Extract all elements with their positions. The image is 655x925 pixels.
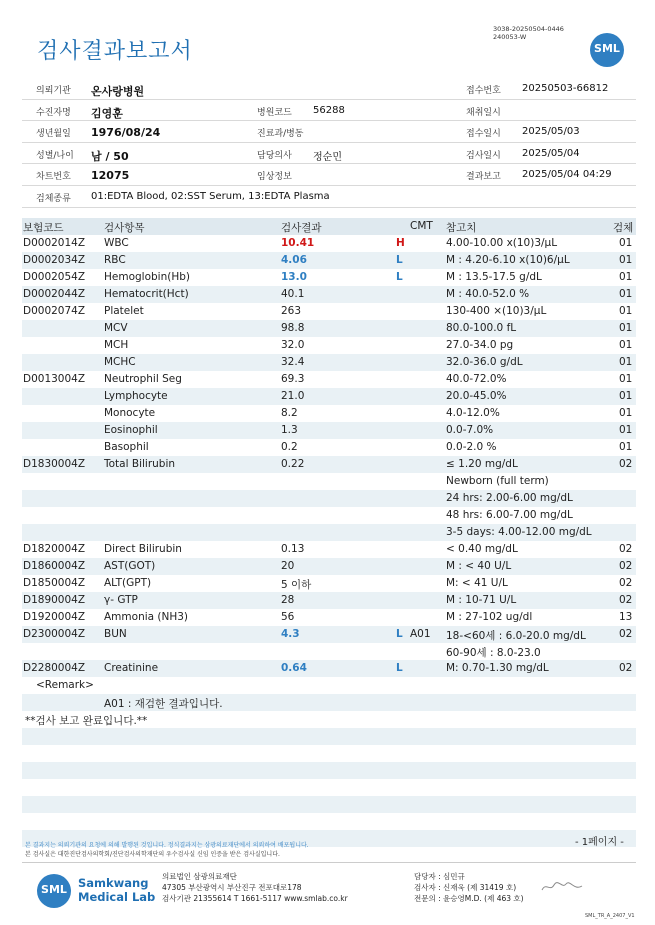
- birth-label: 생년월일: [36, 129, 71, 140]
- row-result: 21.0: [281, 390, 305, 402]
- row-spec: 01: [619, 441, 633, 453]
- birth-value: 1976/08/24: [91, 126, 161, 140]
- row-cmt: A01: [410, 628, 431, 640]
- row-ref: ≤ 1.20 mg/dL: [446, 458, 518, 470]
- table-row: [22, 626, 636, 643]
- row-ref: 18-<60세 : 6.0-20.0 mg/dL: [446, 630, 586, 642]
- row-ref: 130-400 ×(10)3/μL: [446, 305, 547, 317]
- row-item: Ammonia (NH3): [104, 611, 189, 623]
- table-row: [22, 286, 636, 303]
- complete-row: [22, 711, 636, 728]
- clinical-label: 임상정보: [257, 172, 292, 183]
- row-ref: 80.0-100.0 fL: [446, 322, 517, 334]
- table-row: [22, 643, 636, 660]
- patient-value: 김영훈: [91, 106, 123, 120]
- row-item: γ- GTP: [104, 594, 138, 606]
- receipt-no-label: 접수번호: [466, 86, 501, 96]
- table-row: [22, 524, 636, 541]
- row-spec: 02: [619, 543, 633, 555]
- row-result: 20: [281, 560, 295, 572]
- row-flag: H: [396, 237, 405, 249]
- form-version: SML_TR_A_2407_V1: [585, 913, 635, 919]
- address-line: 47305 부산광역시 부산진구 전포대로178: [162, 883, 302, 892]
- row-item: Hematocrit(Hct): [104, 288, 189, 300]
- exam-date-label: 검사일시: [466, 150, 501, 161]
- table-row: [22, 592, 636, 609]
- row-ref: Newborn (full term): [446, 475, 549, 487]
- info-row: [22, 100, 636, 122]
- institution-label: 의뢰기관: [36, 86, 71, 96]
- company-line2: Medical Lab: [78, 890, 156, 904]
- document-id-line2: 240053-W: [493, 33, 527, 41]
- row-item: MCHC: [104, 356, 136, 368]
- remark-text: A01 : 재검한 결과입니다.: [104, 698, 223, 710]
- row-ref: 24 hrs: 2.00-6.00 mg/dL: [446, 492, 573, 504]
- dept-label: 진료과/병동: [257, 129, 304, 140]
- row-item: Neutrophil Seg: [104, 373, 182, 385]
- table-row: [22, 507, 636, 524]
- row-item: Direct Bilirubin: [104, 543, 182, 555]
- results-table: [22, 218, 636, 728]
- row-ref: 32.0-36.0 g/dL: [446, 356, 523, 368]
- table-row: [22, 235, 636, 252]
- row-code: D0002074Z: [23, 305, 86, 317]
- empty-band: [22, 796, 636, 813]
- table-row: [22, 371, 636, 388]
- row-code: D1830004Z: [23, 458, 86, 470]
- row-spec: 01: [619, 373, 633, 385]
- row-spec: 02: [619, 560, 633, 572]
- row-ref: M : 13.5-17.5 g/dL: [446, 271, 542, 283]
- row-code: D0002044Z: [23, 288, 86, 300]
- row-item: AST(GOT): [104, 560, 156, 572]
- table-row: [22, 490, 636, 507]
- receipt-date-value: 2025/05/03: [522, 126, 580, 138]
- row-item: Eosinophil: [104, 424, 158, 436]
- remark-title-row: [22, 677, 636, 694]
- row-result: 98.8: [281, 322, 305, 334]
- hospital-code-value: 56288: [313, 104, 345, 116]
- report-label: 결과보고: [466, 172, 501, 183]
- table-row: [22, 354, 636, 371]
- signature-image: [540, 880, 585, 894]
- header-item: 검사항목: [104, 222, 145, 234]
- hospital-code-label: 병원코드: [257, 107, 292, 118]
- row-spec: 01: [619, 322, 633, 334]
- row-spec: 01: [619, 356, 633, 368]
- patient-info: [22, 78, 636, 208]
- exam-date-value: 2025/05/04: [522, 147, 580, 159]
- row-result: 263: [281, 305, 302, 317]
- row-item: Lymphocyte: [104, 390, 168, 402]
- row-result: 5 이하: [281, 579, 312, 591]
- row-ref: M : 10-71 U/L: [446, 594, 517, 606]
- receipt-no-value: 20250503-66812: [522, 83, 609, 94]
- row-spec: 01: [619, 254, 633, 266]
- row-flag: L: [396, 628, 403, 640]
- header-result: 검사결과: [281, 222, 322, 234]
- row-item: WBC: [104, 237, 129, 249]
- row-ref: 4.00-10.00 x(10)3/μL: [446, 237, 558, 249]
- staff-specialist: 전문의 : 윤승영M.D. (제 463 호): [414, 894, 524, 903]
- footer-divider: [22, 862, 636, 863]
- table-body: [22, 235, 636, 677]
- row-ref: 48 hrs: 6.00-7.00 mg/dL: [446, 509, 573, 521]
- row-code: D2300004Z: [23, 628, 86, 640]
- row-spec: 02: [619, 662, 633, 674]
- row-item: Platelet: [104, 305, 144, 317]
- table-row: [22, 252, 636, 269]
- specimen-label: 검체종류: [36, 193, 71, 204]
- report-title: 검사결과보고서: [37, 39, 193, 64]
- doctor-label: 담당의사: [257, 150, 292, 161]
- table-row: [22, 558, 636, 575]
- row-spec: 01: [619, 237, 633, 249]
- row-result: 32.0: [281, 339, 305, 351]
- footer-logo-text: SML: [41, 883, 67, 896]
- row-item: ALT(GPT): [104, 577, 152, 589]
- table-row: [22, 303, 636, 320]
- row-spec: 01: [619, 271, 633, 283]
- row-code: D0013004Z: [23, 373, 86, 385]
- foundation-name: 의료법인 삼광의료재단: [162, 872, 237, 881]
- document-id-line1: 3038-20250504-0446: [493, 25, 564, 33]
- patient-label: 수진자명: [36, 107, 71, 118]
- row-spec: 01: [619, 305, 633, 317]
- row-spec: 01: [619, 339, 633, 351]
- row-ref: 4.0-12.0%: [446, 407, 500, 419]
- row-spec: 01: [619, 390, 633, 402]
- row-item: BUN: [104, 628, 127, 640]
- header-ref: 참고치: [446, 222, 477, 234]
- row-ref: 27.0-34.0 pg: [446, 339, 514, 351]
- table-row: [22, 269, 636, 286]
- row-code: D0002034Z: [23, 254, 86, 266]
- row-item: Total Bilirubin: [104, 458, 176, 470]
- row-result: 13.0: [281, 271, 307, 283]
- info-row: [22, 143, 636, 165]
- staff-manager: 담당자 : 심민규: [414, 872, 465, 881]
- complete-text: **검사 보고 완료입니다.**: [25, 715, 148, 727]
- sex-age-label: 성별/나이: [36, 150, 74, 161]
- row-result: 28: [281, 594, 295, 606]
- company-address: [162, 871, 348, 904]
- row-code: D1850004Z: [23, 577, 86, 589]
- row-ref: 60-90세 : 8.0-23.0: [446, 647, 541, 659]
- row-code: D1890004Z: [23, 594, 86, 606]
- table-row: [22, 541, 636, 558]
- empty-band: [22, 728, 636, 745]
- row-spec: 02: [619, 458, 633, 470]
- page-number: - 1페이지 -: [575, 837, 624, 848]
- table-row: [22, 422, 636, 439]
- empty-band: [22, 762, 636, 779]
- row-item: Monocyte: [104, 407, 156, 419]
- row-code: D1820004Z: [23, 543, 86, 555]
- contact-line: 검사기관 21355614 T 1661-5117 www.smlab.co.kr: [162, 894, 348, 903]
- row-item: Basophil: [104, 441, 149, 453]
- logo-text: SML: [594, 42, 620, 55]
- row-result: 8.2: [281, 407, 298, 419]
- staff-tester: 검사자 : 신재욱 (제 31419 호): [414, 883, 517, 892]
- table-row: [22, 660, 636, 677]
- receipt-date-label: 접수일시: [466, 129, 501, 140]
- row-result: 56: [281, 611, 295, 623]
- row-ref: 20.0-45.0%: [446, 390, 507, 402]
- document-id: [493, 25, 564, 41]
- row-ref: 40.0-72.0%: [446, 373, 507, 385]
- row-flag: L: [396, 254, 403, 266]
- row-item: Creatinine: [104, 662, 159, 674]
- row-code: D1860004Z: [23, 560, 86, 572]
- row-ref: M: < 41 U/L: [446, 577, 508, 589]
- row-item: RBC: [104, 254, 126, 266]
- header-cmt: CMT: [410, 220, 433, 232]
- row-spec: 02: [619, 594, 633, 606]
- row-result: 69.3: [281, 373, 305, 385]
- sml-logo: [590, 33, 624, 67]
- row-result: 40.1: [281, 288, 305, 300]
- row-result: 1.3: [281, 424, 298, 436]
- info-row: [22, 186, 636, 208]
- row-result: 0.64: [281, 662, 307, 674]
- row-code: D1920004Z: [23, 611, 86, 623]
- table-row: [22, 439, 636, 456]
- info-row: [22, 121, 636, 143]
- sml-footer-logo: [37, 874, 71, 908]
- footer-note-2: 본 검사실은 대한진단검사의학회/진단검사의학재단의 우수검사실 신임 인증을 받은 검사실입니다.: [25, 851, 280, 858]
- table-row: [22, 473, 636, 490]
- row-spec: 13: [619, 611, 633, 623]
- table-row: [22, 456, 636, 473]
- row-item: Hemoglobin(Hb): [104, 271, 191, 283]
- row-ref: M : < 40 U/L: [446, 560, 512, 572]
- row-flag: L: [396, 662, 403, 674]
- row-item: MCH: [104, 339, 129, 351]
- row-result: 32.4: [281, 356, 305, 368]
- info-row: [22, 164, 636, 186]
- row-ref: M : 40.0-52.0 %: [446, 288, 530, 300]
- row-ref: 3-5 days: 4.00-12.00 mg/dL: [446, 526, 592, 538]
- row-spec: 02: [619, 577, 633, 589]
- row-spec: 01: [619, 424, 633, 436]
- footer-note-1: 본 결과지는 의뢰기관의 요청에 의해 발행된 것입니다. 정식결과지는 삼광의료재단에서 의뢰하여 배포됩니다.: [25, 842, 309, 849]
- company-line1: Samkwang: [78, 876, 149, 890]
- table-row: [22, 388, 636, 405]
- row-spec: 01: [619, 407, 633, 419]
- row-code: D0002054Z: [23, 271, 86, 283]
- row-ref: M : 4.20-6.10 x(10)6/μL: [446, 254, 570, 266]
- chart-label: 차트번호: [36, 172, 71, 183]
- row-result: 0.13: [281, 543, 305, 555]
- row-code: D0002014Z: [23, 237, 86, 249]
- staff-list: [414, 871, 524, 904]
- institution-value: 온사랑병원: [91, 85, 145, 98]
- table-row: [22, 405, 636, 422]
- header-code: 보험코드: [23, 222, 64, 234]
- collect-date-label: 채취일시: [466, 107, 501, 118]
- row-result: 0.22: [281, 458, 305, 470]
- remark-row: [22, 694, 636, 711]
- table-row: [22, 609, 636, 626]
- row-ref: 0.0-7.0%: [446, 424, 494, 436]
- sex-age-value: 남 / 50: [91, 149, 129, 163]
- row-spec: 02: [619, 628, 633, 640]
- row-ref: M: 0.70-1.30 mg/dL: [446, 662, 549, 674]
- row-ref: 0.0-2.0 %: [446, 441, 497, 453]
- row-result: 0.2: [281, 441, 298, 453]
- row-result: 10.41: [281, 237, 315, 249]
- info-row: [22, 78, 636, 100]
- row-result: 4.06: [281, 254, 307, 266]
- row-item: MCV: [104, 322, 128, 334]
- table-row: [22, 575, 636, 592]
- company-name: [78, 876, 155, 904]
- table-header: [22, 218, 636, 235]
- row-flag: L: [396, 271, 403, 283]
- table-row: [22, 337, 636, 354]
- report-value: 2025/05/04 04:29: [522, 169, 612, 181]
- row-spec: 01: [619, 288, 633, 300]
- row-ref: < 0.40 mg/dL: [446, 543, 518, 555]
- chart-value: 12075: [91, 169, 130, 183]
- row-result: 4.3: [281, 628, 300, 640]
- header-spec: 검체: [613, 222, 634, 234]
- row-code: D2280004Z: [23, 662, 86, 674]
- doctor-value: 정순민: [313, 151, 342, 163]
- specimen-value: 01:EDTA Blood, 02:SST Serum, 13:EDTA Plasma: [91, 190, 330, 202]
- remark-title: <Remark>: [36, 679, 94, 691]
- table-row: [22, 320, 636, 337]
- row-ref: M : 27-102 ug/dl: [446, 611, 533, 623]
